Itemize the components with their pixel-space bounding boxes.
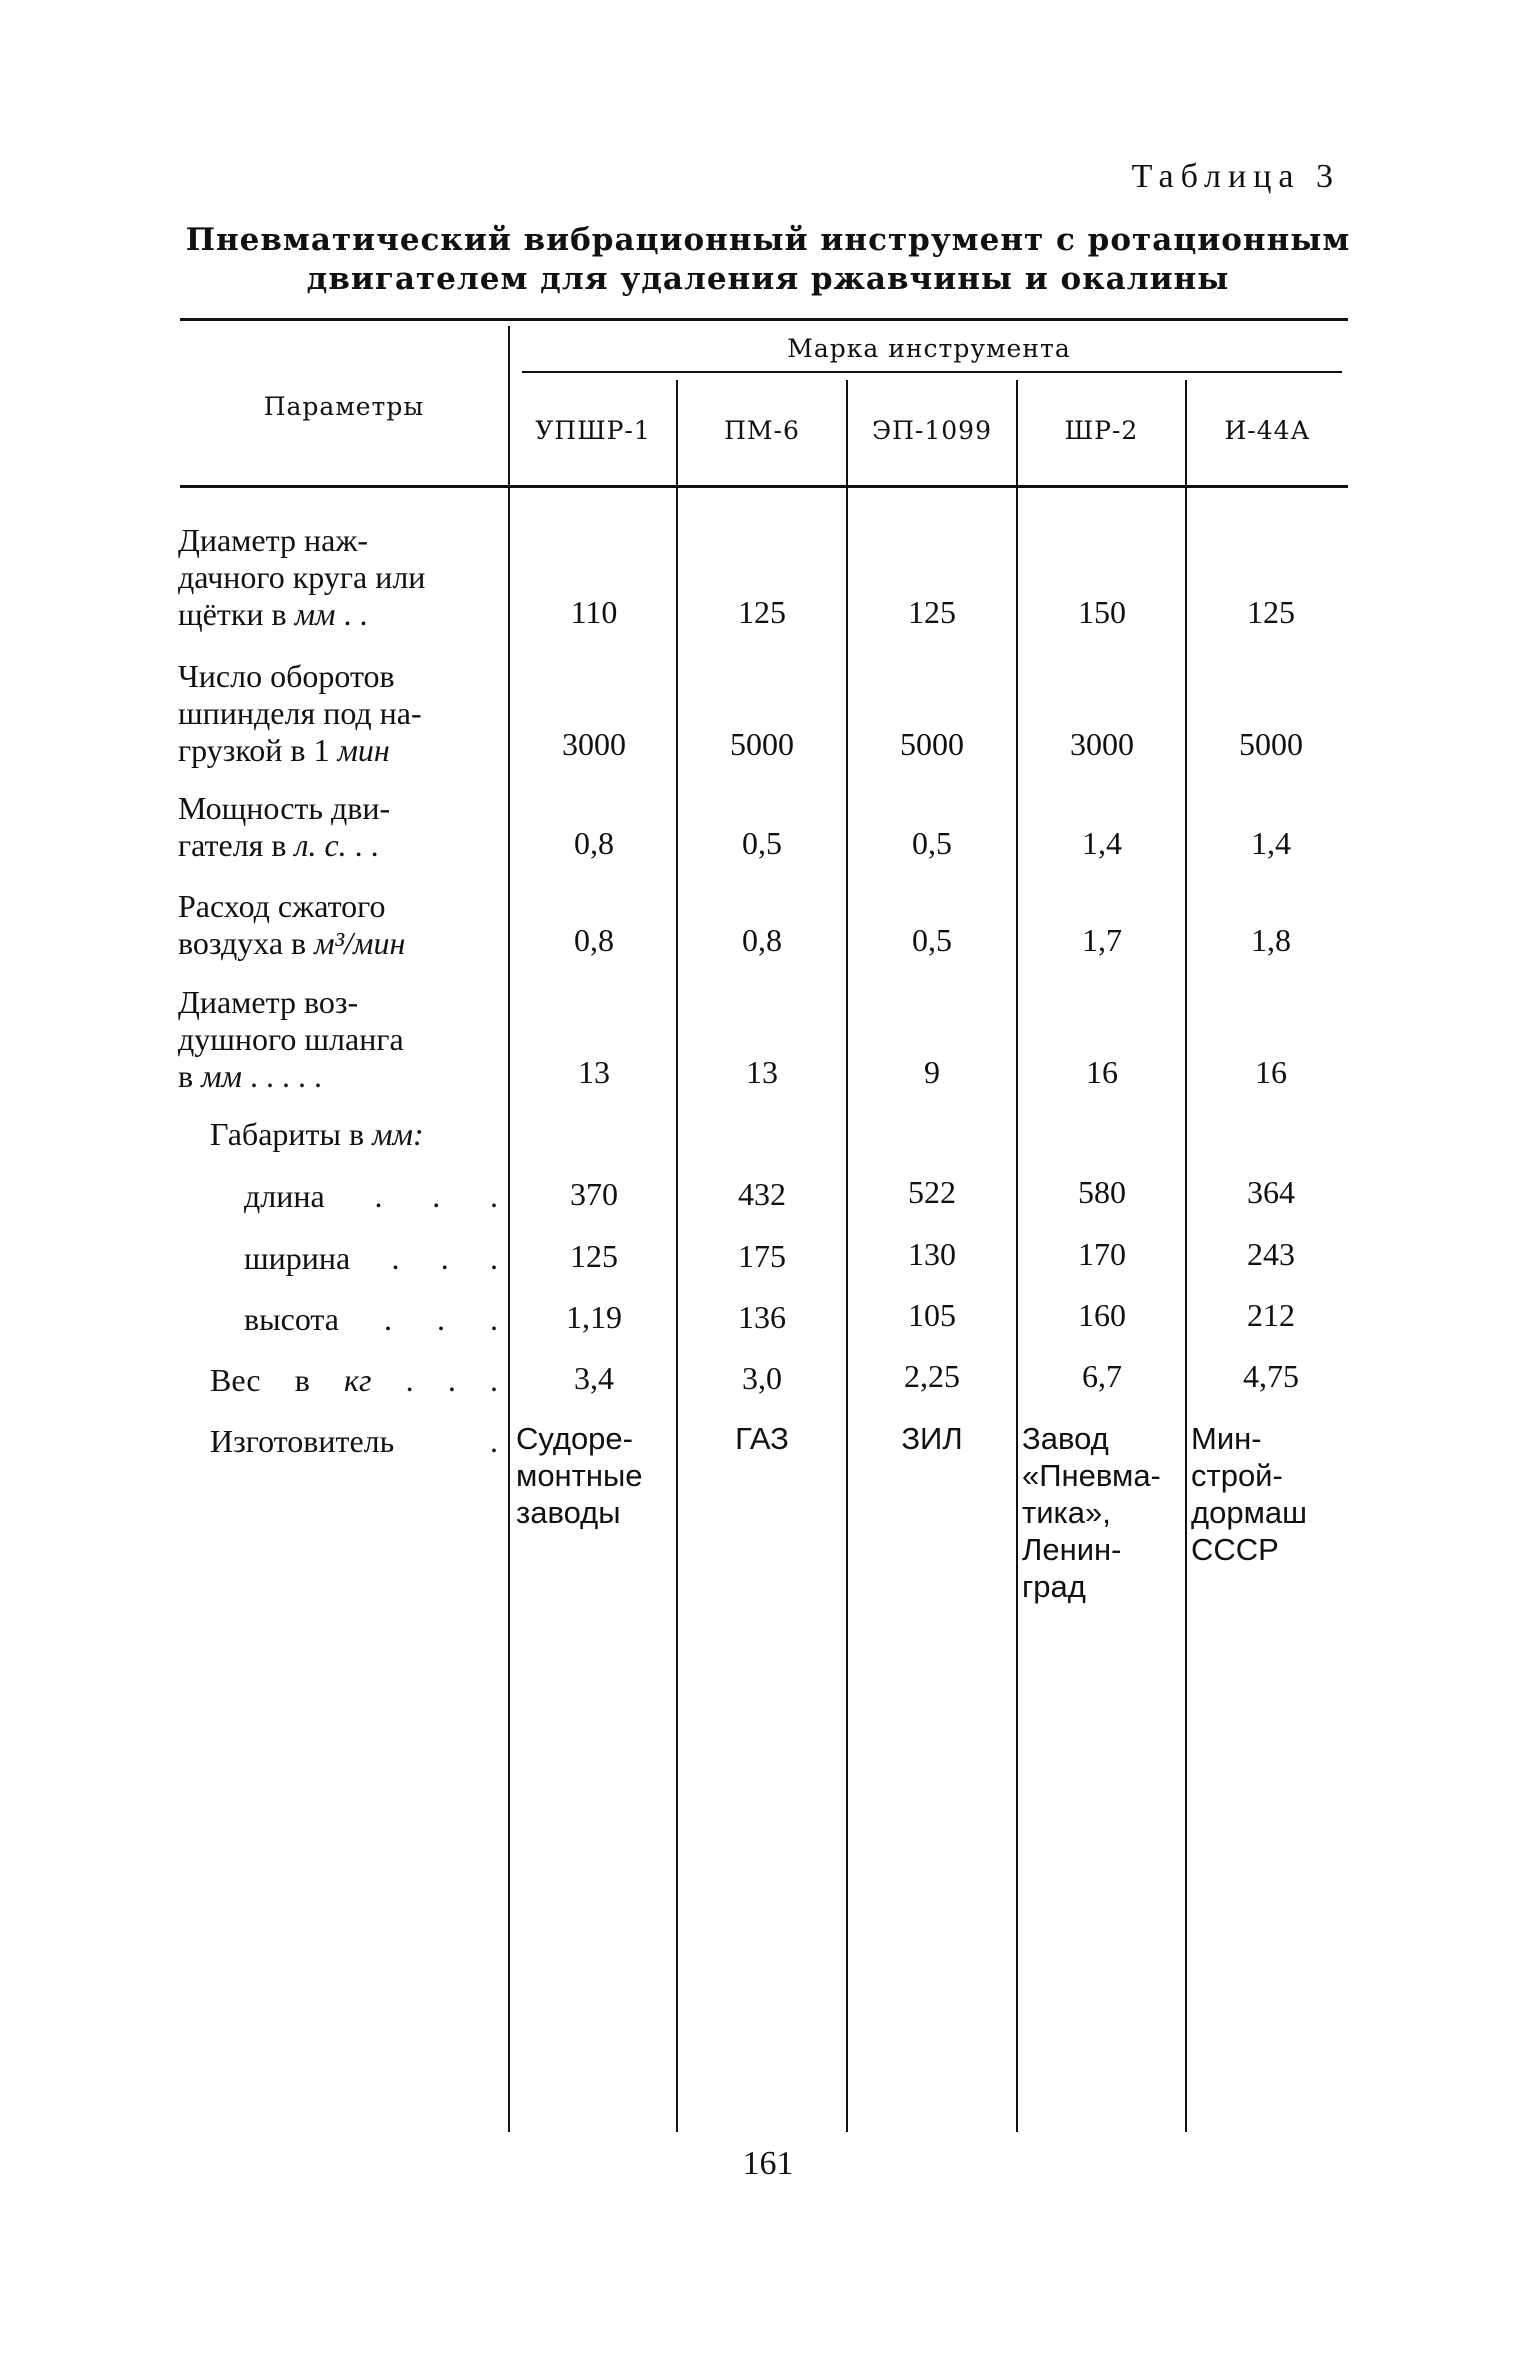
cell-wheel-diameter-4: 150 bbox=[1078, 594, 1126, 630]
page-number: 161 bbox=[742, 2145, 794, 2182]
cell-length-3: 522 bbox=[908, 1174, 956, 1210]
cell-hose-3: 9 bbox=[924, 1054, 940, 1090]
cell-hose-2: 13 bbox=[746, 1054, 778, 1090]
cell-weight-3: 2,25 bbox=[904, 1358, 960, 1394]
cell-maker-3: ЗИЛ bbox=[901, 1421, 963, 1456]
cell-width-5: 243 bbox=[1247, 1236, 1295, 1272]
table-title-line1: Пневматический вибрационный инструмент с ротационным bbox=[185, 222, 1351, 258]
cell-power-5: 1,4 bbox=[1251, 825, 1291, 861]
row-label-weight: Вес в кг . . . bbox=[210, 1362, 499, 1398]
cell-air-4: 1,7 bbox=[1082, 922, 1122, 958]
row-label-rpm: Число оборотов шпинделя под на- грузкой в 1 мин bbox=[178, 658, 422, 768]
cell-rpm-4: 3000 bbox=[1070, 726, 1134, 762]
cell-power-4: 1,4 bbox=[1082, 825, 1122, 861]
header-col-5: И-44А bbox=[1224, 416, 1311, 445]
cell-maker-2: ГАЗ bbox=[735, 1421, 789, 1456]
row-label-hose-diameter: Диаметр воз- душного шланга в мм . . . . . bbox=[178, 984, 404, 1094]
cell-rpm-3: 5000 bbox=[900, 726, 964, 762]
cell-air-2: 0,8 bbox=[742, 922, 782, 958]
table-title-line2: двигателем для удаления ржавчины и окалины bbox=[306, 261, 1230, 297]
cell-width-2: 175 bbox=[738, 1238, 786, 1274]
cell-power-2: 0,5 bbox=[742, 825, 782, 861]
cell-power-1: 0,8 bbox=[574, 825, 614, 861]
row-label-width: ширина . . . bbox=[244, 1240, 498, 1276]
cell-length-5: 364 bbox=[1247, 1174, 1295, 1210]
cell-wheel-diameter-2: 125 bbox=[738, 594, 786, 630]
cell-height-4: 160 bbox=[1078, 1297, 1126, 1333]
cell-wheel-diameter-1: 110 bbox=[570, 594, 618, 630]
cell-hose-5: 16 bbox=[1255, 1054, 1287, 1090]
cell-rpm-5: 5000 bbox=[1239, 726, 1303, 762]
row-label-dimensions: Габариты в мм: bbox=[210, 1116, 424, 1152]
header-col-4: ШР-2 bbox=[1064, 416, 1139, 445]
cell-air-1: 0,8 bbox=[574, 922, 614, 958]
cell-wheel-diameter-3: 125 bbox=[908, 594, 956, 630]
cell-weight-1: 3,4 bbox=[574, 1360, 614, 1396]
table-caption: Таблица 3 bbox=[1131, 158, 1340, 195]
header-col-1: УПШР-1 bbox=[535, 416, 651, 445]
top-rule bbox=[180, 318, 1348, 321]
cell-length-2: 432 bbox=[738, 1176, 786, 1212]
cell-rpm-2: 5000 bbox=[730, 726, 794, 762]
cell-length-1: 370 bbox=[570, 1176, 618, 1212]
cell-hose-1: 13 bbox=[578, 1054, 610, 1090]
cell-maker-5: Мин- строй- дормаш СССР bbox=[1191, 1421, 1307, 1567]
row-label-power: Мощность дви- гателя в л. с. . . bbox=[178, 790, 391, 863]
header-col-3: ЭП-1099 bbox=[871, 416, 992, 445]
cell-maker-4: Завод «Пневма- тика», Ленин- град bbox=[1022, 1421, 1161, 1604]
cell-height-1: 1,19 bbox=[566, 1299, 622, 1335]
header-col-2: ПМ-6 bbox=[724, 416, 800, 445]
cell-width-1: 125 bbox=[570, 1238, 618, 1274]
cell-wheel-diameter-5: 125 bbox=[1247, 594, 1295, 630]
row-label-air-consumption: Расход сжатого воздуха в м³/мин bbox=[178, 888, 406, 961]
cell-weight-2: 3,0 bbox=[742, 1360, 782, 1396]
cell-maker-1: Судоре- монтные заводы bbox=[516, 1421, 643, 1530]
row-label-length: длина . . . bbox=[244, 1178, 498, 1214]
cell-rpm-1: 3000 bbox=[562, 726, 626, 762]
row-label-manufacturer: Изготовитель . bbox=[210, 1423, 498, 1459]
cell-height-3: 105 bbox=[908, 1297, 956, 1333]
cell-weight-4: 6,7 bbox=[1082, 1358, 1122, 1394]
cell-power-3: 0,5 bbox=[912, 825, 952, 861]
cell-height-5: 212 bbox=[1247, 1297, 1295, 1333]
cell-air-3: 0,5 bbox=[912, 922, 952, 958]
row-label-height: высота . . . bbox=[244, 1301, 498, 1337]
header-group: Марка инструмента bbox=[787, 334, 1071, 363]
cell-hose-4: 16 bbox=[1086, 1054, 1118, 1090]
header-bottom-rule bbox=[180, 485, 1348, 488]
cell-width-4: 170 bbox=[1078, 1236, 1126, 1272]
cell-length-4: 580 bbox=[1078, 1174, 1126, 1210]
header-params: Параметры bbox=[263, 392, 425, 421]
group-rule bbox=[522, 371, 1342, 373]
row-label-wheel-diameter: Диаметр наж- дачного круга или щётки в мм . . bbox=[178, 522, 426, 632]
cell-width-3: 130 bbox=[908, 1236, 956, 1272]
cell-air-5: 1,8 bbox=[1251, 922, 1291, 958]
cell-weight-5: 4,75 bbox=[1243, 1358, 1299, 1394]
cell-height-2: 136 bbox=[738, 1299, 786, 1335]
